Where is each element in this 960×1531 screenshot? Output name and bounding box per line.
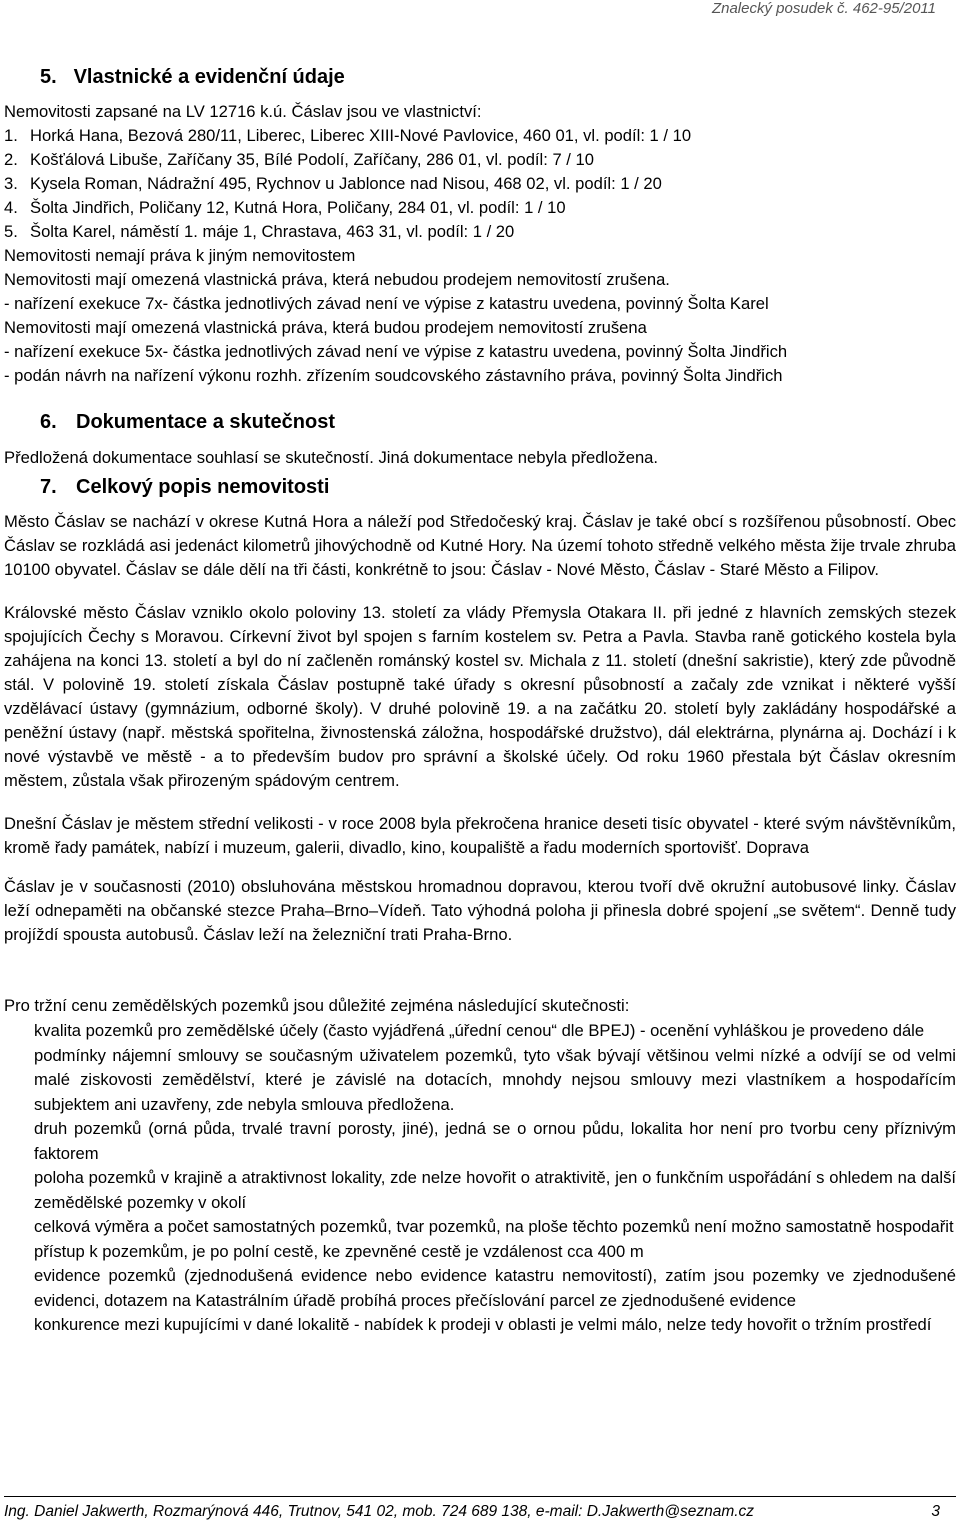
section-6-text: Předložená dokumentace souhlasí se skutečností. Jiná dokumentace nebyla předložena. [4,448,659,467]
page-number: 3 [931,1503,940,1520]
section-7-heading: 7. Celkový popis nemovitosti [40,476,330,498]
list-item: poloha pozemků v krajině a atraktivnost lokality, zde nelze hovořit o atraktivitě, jen o funkčním uspořádání s ohledem na další zemědělské pozemky v okolí [34,1168,956,1212]
list-item: kvalita pozemků pro zemědělské účely (často vyjádřená „úřední cenou“ dle BPEJ) - ocenění vyhláškou je provedeno dále [34,1021,925,1040]
list-item: celková výměra a počet samostatných pozemků, tvar pozemků, na ploše těchto pozemků není možno samostatně hospodařit [34,1217,954,1236]
list-item: podmínky nájemní smlouvy se současným uživatelem pozemků, tyto však bývají většinou velmi nízké a odvíjí se od velmi malé ziskovosti zemědělství, které je závislé na dotacích, mnohdy nejsou smlouvy mezi vlastníkem a hospodařícím subjektem ani uzavřeny, zde nebyla smlouva předložena. [34,1045,956,1114]
rights-line: - nařízení exekuce 7x- částka jednotlivých závad není ve výpise z katastru uvedena, povinný Šolta Karel [4,294,769,313]
facts-list [4,1019,956,1338]
section-number: 5. [40,66,57,88]
list-item: evidence pozemků (zjednodušená evidence nebo evidence katastru nemovitostí), zatím jsou pozemky ve zjednodušené evidenci, dotazem na Katastrálním úřadě probíhá proces přečíslování parcel ze zjednodušené evidence [34,1266,956,1310]
footer-contact: Ing. Daniel Jakwerth, Rozmarýnová 446, Trutnov, 541 02, mob. 724 689 138, e-mail: D.Jakwerth@seznam.cz [4,1503,755,1520]
paragraph: Čáslav je v současnosti (2010) obsluhována městskou hromadnou dopravou, kterou tvoří dvě okružní autobusové linky. Čáslav leží odnepaměti na občanské stezce Praha–Brno–Vídeň. Tato výhodná poloha ji přinesla dobré spojení „se světem“. Denně tudy projíždí spousta autobusů. Čáslav leží na železniční trati Praha-Brno. [4,877,956,944]
rights-line: Nemovitosti mají omezená vlastnická práva, která budou prodejem nemovitostí zrušena [4,318,647,337]
document-reference: Znalecký posudek č. 462-95/2011 [711,0,936,17]
section-title: Vlastnické a evidenční údaje [73,66,345,88]
list-item: přístup k pozemkům, je po polní cestě, ke zpevněné cestě je vzdálenost cca 400 m [34,1241,644,1261]
rights-line: Nemovitosti nemají práva k jiným nemovitostem [4,246,356,265]
section-5-heading [40,66,345,89]
owner-item: 5. Šolta Karel, náměstí 1. máje 1, Chrastava, 463 31, vl. podíl: 1 / 20 [4,222,515,241]
rights-line: - podán návrh na nařízení výkonu rozhh. zřízením soudcovského zástavního práva, povinný Šolta Jindřich [4,366,783,385]
rights-line: - nařízení exekuce 5x- částka jednotlivých závad není ve výpise z katastru uvedena, povinný Šolta Jindřich [4,342,788,361]
paragraph: Město Čáslav se nachází v okrese Kutná Hora a náleží pod Středočeský kraj. Čáslav je také obcí s rozšířenou působností. Obec Čáslav se rozkládá asi jedenáct kilometrů jihovýchodně od Kutné Hory. Na území tohoto středně velkého města žije trvale zhruba 10100 obyvatel. Čáslav se dále dělí na tři části, konkrétně to jsou: Čáslav - Nové Město, Čáslav - Staré Město a Filipov. [4,512,956,579]
list-item: druh pozemků (orná půda, trvalé travní porosty, jiné), jedná se o ornou půdu, lokalita hor není pro tvorbu ceny příznivým faktorem [34,1119,956,1163]
section-6-heading: 6. Dokumentace a skutečnost [40,411,335,433]
facts-intro: Pro tržní cenu zemědělských pozemků jsou důležité zejména následující skutečnosti: [4,996,630,1015]
paragraph: Královské město Čáslav vzniklo okolo poloviny 13. století za vlády Přemysla Otakara II. při jedné z hlavních zemských stezek spojujících Čechy s Moravou. Církevní život byl spojen s farním kostelem sv. Petra a Pavla. Stavba raně gotického kostela byla zahájena na konci 13. století a byl do ní začleněn románský kostel sv. Michala z 11. století (dnešní sakristie), který zde původně stál. V polovině 19. století získala Čáslav postupně také úřady s okresní působností a začaly zde vznikat i některé vyšší vzdělávací ústavy (gymnázium, odborné školy). V druhé polovině 19. a na začátku 20. století byly zakládány hospodářské a peněžní ústavy (např. městská spořitelna, živnostenská záložna, hospodářské družstvo), dál elektrárna, plynárna aj. Dochází i k nové výstavbě ve městě - a to především budov pro správní a školské účely. Od roku 1960 přestala být Čáslav okresním městem, zůstala však přirozeným spádovým centrem. [4,603,956,790]
owner-item: 1. Horká Hana, Bezová 280/11, Liberec, Liberec XIII-Nové Pavlovice, 460 01, vl. podíl: 1 / 10 [4,126,692,145]
paragraph: Dnešní Čáslav je městem střední velikosti - v roce 2008 byla překročena hranice deseti tisíc obyvatel - které svým návštěvníkům, kromě řady památek, nabízí i muzeum, galerii, divadlo, kino, koupaliště a řadu moderních sportovišť. Doprava [4,814,956,857]
owner-item: 3. Kysela Roman, Nádražní 495, Rychnov u Jablonce nad Nisou, 468 02, vl. podíl: 1 / 20 [4,174,662,193]
rights-line: Nemovitosti mají omezená vlastnická práva, která nebudou prodejem nemovitostí zrušena. [4,270,670,289]
ownership-intro: Nemovitosti zapsané na LV 12716 k.ú. Čáslav jsou ve vlastnictví: [4,102,482,121]
owner-item: 2. Košťálová Libuše, Zaříčany 35, Bílé Podolí, Zaříčany, 286 01, vl. podíl: 7 / 10 [4,150,594,169]
ownership-block [4,100,956,388]
list-item: konkurence mezi kupujícími v dané lokalitě - nabídek k prodeji v oblasti je velmi málo, nelze tedy hovořit o tržním prostředí [34,1315,932,1334]
owner-item: 4. Šolta Jindřich, Poličany 12, Kutná Hora, Poličany, 284 01, vl. podíl: 1 / 10 [4,198,566,217]
page-footer [4,1496,956,1521]
